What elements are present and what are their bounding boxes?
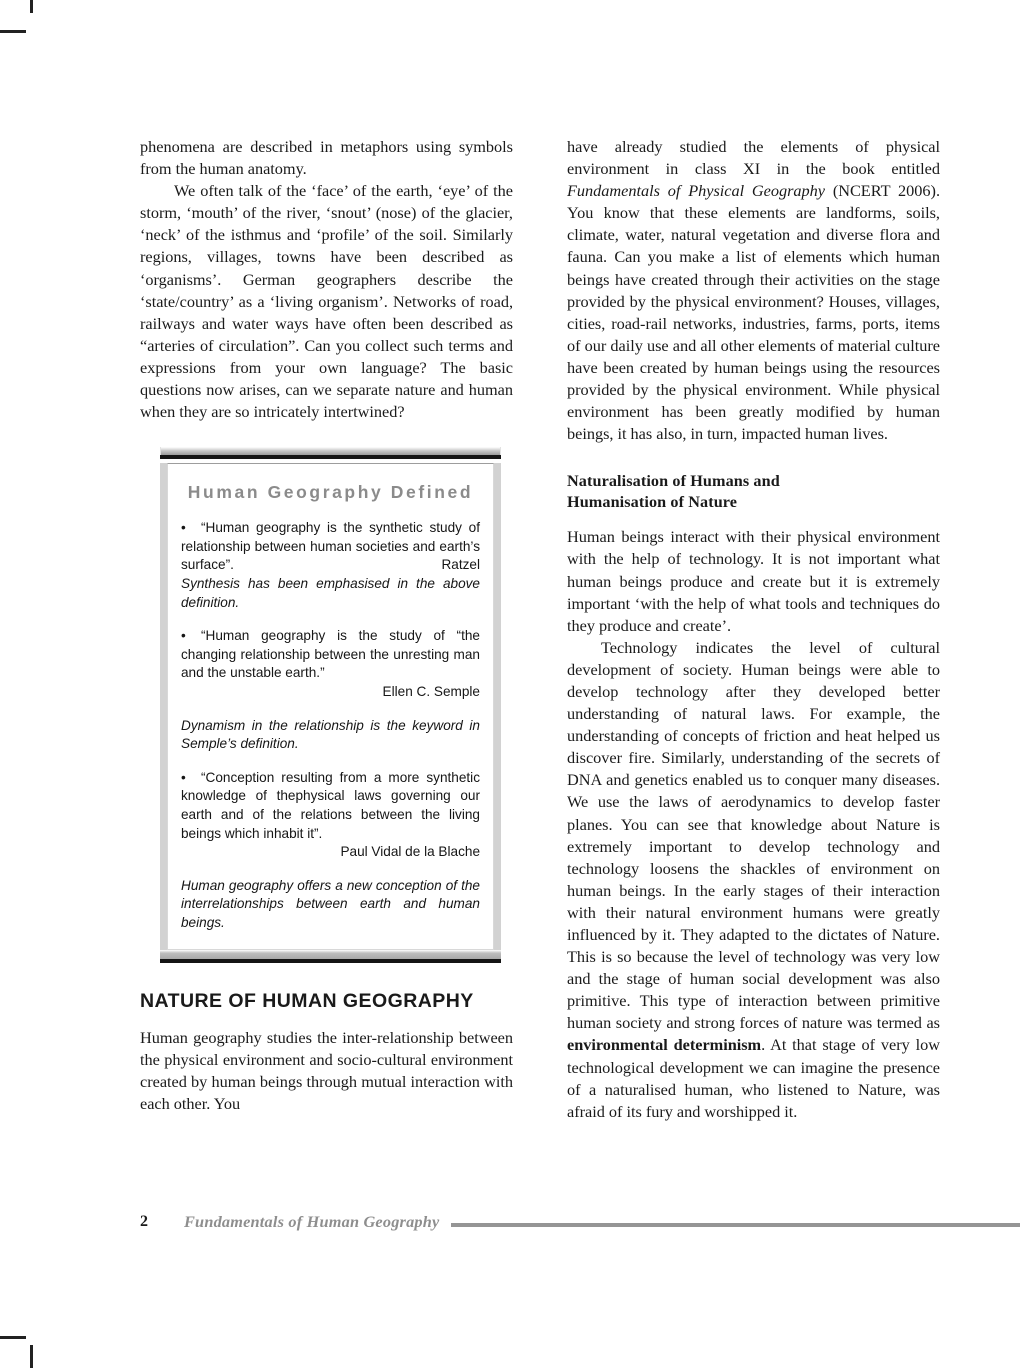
definition-author: Ellen C. Semple [382,683,480,699]
paragraph-technology-part-a: Technology indicates the level of cultural development of society. Human beings were able to develop technology after they developed better understanding of natural laws. For example, the understanding of concepts of friction and heat helped us discover fire. Similarly, understanding of the secrets of DNA and genetics enabled us to conquer many diseases. We use the laws of aerodynamics to develop faster planes. You can see that knowledge about Nature is extremely important to develop technology and technology loosens the shackles of environment on human beings. In the early stages of their interaction with their natural environment humans were greatly influenced by it. They adapted to the dictates of Nature. This is so because the level of technology was very low and the stage of human social development was also primitive. This type of interaction between primitive human society and strong forces of nature was termed as [567,637,940,1033]
definition-box-frame [160,463,501,949]
definition-note: Synthesis has been emphasised in the above definition. [181,576,480,610]
right-column [567,136,940,1123]
footer-book-title: Fundamentals of Human Geography [184,1212,440,1231]
definition-author: Ratzel [441,557,480,573]
definition-box-top-strip [160,447,501,455]
crop-mark-top-left-horizontal [0,30,26,33]
paragraph-continued: phenomena are described in metaphors using symbols from the human anatomy. [140,137,513,179]
definition-quote-text: “Human geography is the study of “the changing relationship between the unresting man and the unstable earth.” [181,628,480,681]
left-column [140,136,513,1115]
definition-box [160,447,501,962]
paragraph-technology-part-b: . At that stage of very low technological development we can imagine the presence of a naturalised human, who listened to Nature, was afraid of its fury and worshipped it. [567,1035,940,1121]
sub-heading-line-2: Humanisation of Nature [567,493,738,512]
paragraph-nature: Human geography studies the inter-relationship between the physical environment and socio-cultural environment created by human beings through mutual interaction with each other. You [140,1027,513,1113]
book-title-italic: Fundamentals of Physical Geography [567,181,825,201]
page-footer [140,1208,1020,1236]
definition-quote-text: “Conception resulting from a more synthetic knowledge of thephysical laws governing our earth and of the relations between the living beings which inhabit it”. [181,769,480,841]
definition-box-bottom-strip [160,950,501,959]
bullet-icon: • [181,769,186,785]
crop-mark-bottom-left-vertical [30,1345,33,1368]
definition-quote [181,769,480,843]
definition-quote [181,519,480,575]
page-content [140,136,940,1123]
paragraph-technology [567,637,940,1123]
crop-mark-top-left-vertical [30,0,33,13]
two-column-layout [140,136,940,1123]
definition-author: Paul Vidal de la Blache [340,844,480,860]
sub-heading [567,471,940,513]
paragraph-elements-part-b: (NCERT 2006). You know that these elements are landforms, soils, climate, water, natural vegetation and diverse flora and fauna. Can you make a list of elements which human beings have created through their activities on the stage provided by the physical environment? Houses, villages, cities, road-rail networks, industries, farms, ports, items of our daily use and all other elements of material culture have been created by human beings using the resources provided by the physical environment. While physical environment has been greatly modified by human beings, it has also, in turn, impacted human lives. [567,181,940,444]
term-environmental-determinism: environmental determinism [567,1035,762,1055]
bullet-icon: • [181,520,186,536]
paragraph-interaction: Human beings interact with their physical environment with the help of technology. It is not important what human beings produce and create but it is extremely important ‘with the help of what tools and techniques do they produce and create’. [567,527,940,635]
paragraph-elements-part-a: have already studied the elements of physical environment in class XI in the book entitled [567,137,940,179]
page-number: 2 [140,1213,148,1230]
sub-heading-line-1: Naturalisation of Humans and [567,472,780,491]
bullet-icon: • [181,628,186,644]
definition-box-bottom-rule [160,959,501,963]
section-heading: NATURE OF HUMAN GEOGRAPHY [140,989,474,1012]
definition-note: Human geography offers a new conception of the interrelationships between earth and human beings. [181,877,480,930]
definition-box-content [167,463,494,949]
definition-quote [181,627,480,683]
footer-rule [451,1223,1020,1227]
paragraph-elements [567,136,940,445]
definition-quote-text: “Human geography is the synthetic study of relationship between human societies and earth’s surface”. [181,520,480,573]
definition-note: Dynamism in the relationship is the keyword in Semple’s definition. [181,717,480,752]
paragraph-metaphors: We often talk of the ‘face’ of the earth, ‘eye’ of the storm, ‘mouth’ of the river, ‘snout’ (nose) of the glacier, ‘neck’ of the isthmus and ‘profile’ of the soil. Similarly regions, villages, towns have been described as ‘organisms’. German geographers describe the ‘state/country’ as a ‘living organism’. Networks of road, railways and water ways have often been described as “arteries of circulation”. Can you collect such terms and expressions from your own language? The basic questions now arises, can we separate nature and human when they are so intricately intertwined? [140,181,513,422]
crop-mark-bottom-left-horizontal [0,1336,26,1339]
definition-box-title: Human Geography Defined [187,482,474,503]
